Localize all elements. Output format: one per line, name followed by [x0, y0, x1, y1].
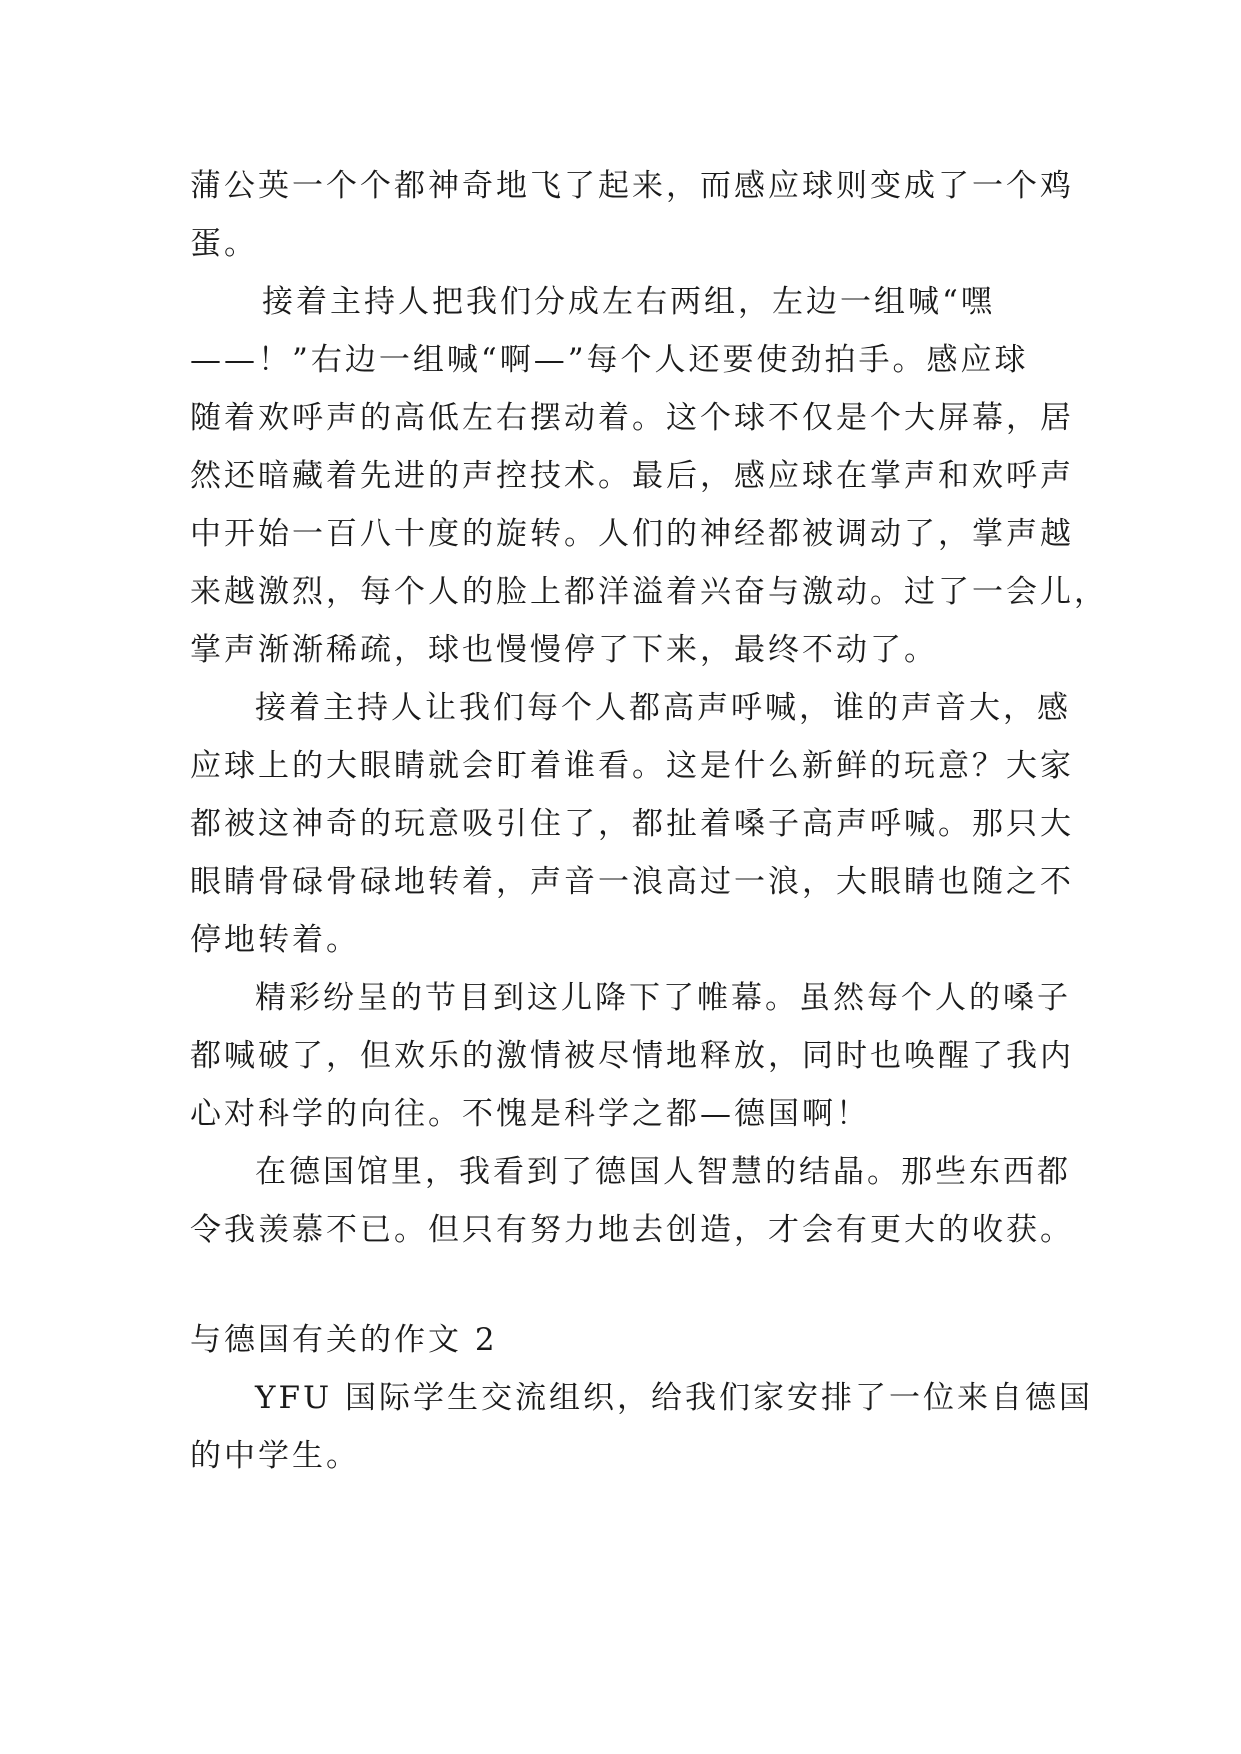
text-line: 中开始一百八十度的旋转。人们的神经都被调动了，掌声越 [190, 516, 1074, 552]
section-heading: 与德国有关的作文 2 [190, 1322, 498, 1358]
text-line: 蒲公英一个个都神奇地飞了起来，而感应球则变成了一个鸡 [190, 168, 1074, 204]
text-line: 蛋。 [190, 226, 258, 262]
text-line: 眼睛骨碌骨碌地转着，声音一浪高过一浪，大眼睛也随之不 [190, 864, 1074, 900]
text-line: 来越激烈，每个人的脸上都洋溢着兴奋与激动。过了一会儿， [190, 574, 1108, 610]
text-line: 然还暗藏着先进的声控技术。最后，感应球在掌声和欢呼声 [190, 458, 1074, 494]
text-line: 掌声渐渐稀疏，球也慢慢停了下来，最终不动了。 [190, 632, 938, 668]
text-line: 心对科学的向往。不愧是科学之都—德国啊！ [190, 1096, 870, 1132]
paragraph-start-line: 接着主持人让我们每个人都高声呼喊，谁的声音大，感 [255, 690, 1071, 726]
paragraph-start-line: 在德国馆里，我看到了德国人智慧的结晶。那些东西都 [255, 1154, 1071, 1190]
text-line: 都被这神奇的玩意吸引住了，都扯着嗓子高声呼喊。那只大 [190, 806, 1074, 842]
text-line: 的中学生。 [190, 1438, 360, 1474]
paragraph-start-line: 精彩纷呈的节目到这儿降下了帷幕。虽然每个人的嗓子 [255, 980, 1071, 1016]
paragraph-start-line: 接着主持人把我们分成左右两组，左边一组喊“嘿 [262, 284, 995, 320]
text-line: 随着欢呼声的高低左右摆动着。这个球不仅是个大屏幕，居 [190, 400, 1074, 436]
text-line: 令我羡慕不已。但只有努力地去创造，才会有更大的收获。 [190, 1212, 1074, 1248]
text-line: ——！”右边一组喊“啊—”每个人还要使劲拍手。感应球 [190, 342, 1029, 378]
text-line: 停地转着。 [190, 922, 360, 958]
paragraph-start-line: YFU 国际学生交流组织，给我们家安排了一位来自德国 [255, 1380, 1093, 1416]
text-line: 都喊破了，但欢乐的激情被尽情地释放，同时也唤醒了我内 [190, 1038, 1074, 1074]
text-line: 应球上的大眼睛就会盯着谁看。这是什么新鲜的玩意？大家 [190, 748, 1074, 784]
